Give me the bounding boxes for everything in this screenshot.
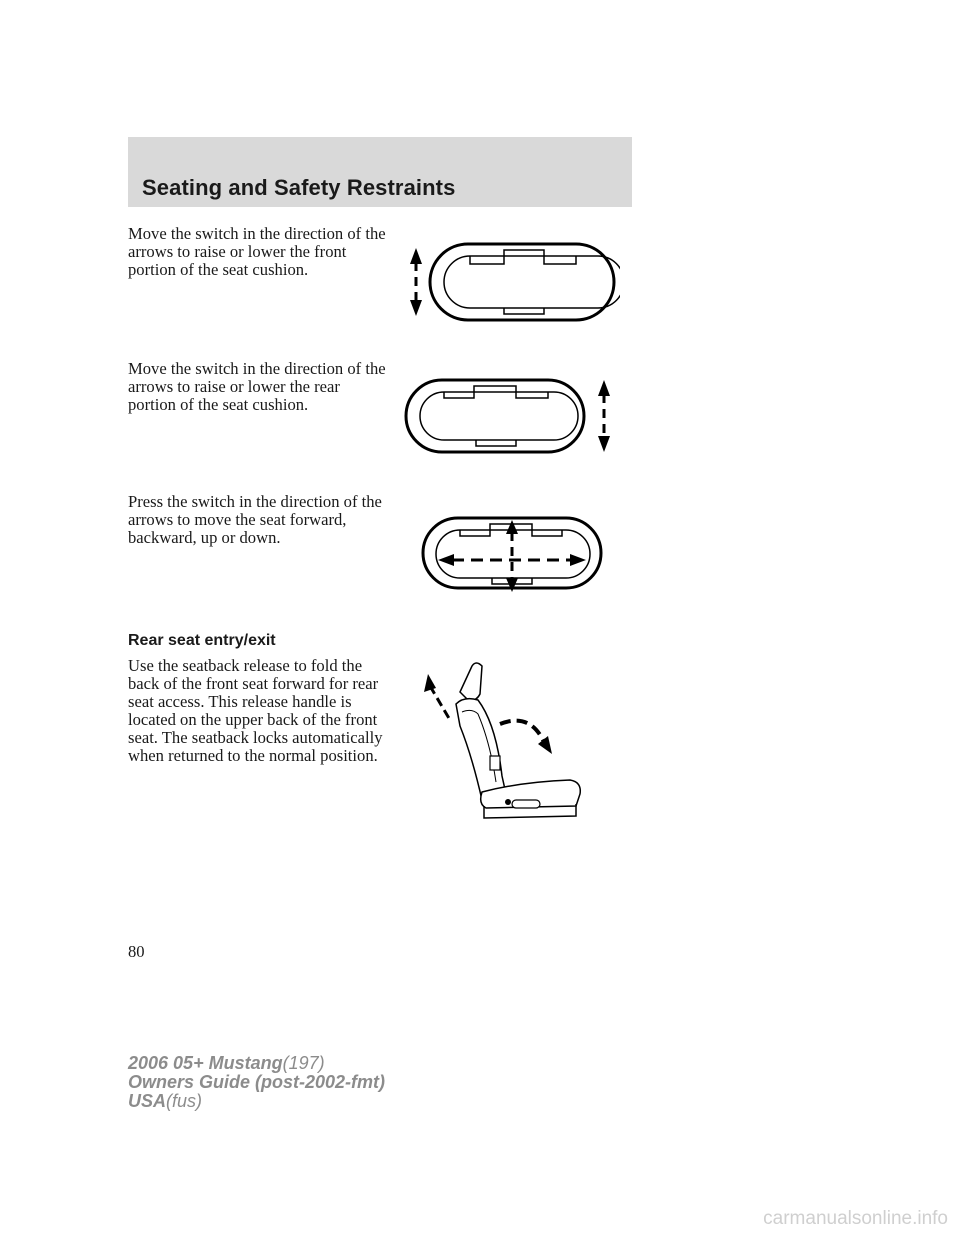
seatback-fold-icon <box>420 656 590 824</box>
paragraph-four-way: Press the switch in the direction of the arrows to move the seat forward, backward, up or down. <box>128 492 382 547</box>
footer-vehicle-code: (197) <box>282 1053 325 1073</box>
seat-switch-four-way-icon <box>420 514 606 594</box>
paragraph-rear-seat-entry: Use the seatback release to fold the back of the front seat forward for rear seat access. This release handle is located on the upper back of the front seat. The seatback locks automatically when returned to the normal position. <box>128 656 383 765</box>
document-footer <box>128 1054 385 1111</box>
page-number: 80 <box>128 942 145 961</box>
footer-market: USA <box>128 1091 167 1111</box>
footer-vehicle: 2006 05+ Mustang <box>128 1053 283 1073</box>
footer-guide: Owners Guide (post-2002-fmt) <box>128 1072 386 1092</box>
page-title: Seating and Safety Restraints <box>142 175 456 200</box>
paragraph-front-tilt: Move the switch in the direction of the arrows to raise or lower the front portion of the seat cushion. <box>128 224 386 279</box>
section-header-band <box>128 137 632 207</box>
footer-market-code: (fus) <box>166 1091 203 1111</box>
seat-switch-front-tilt-icon <box>404 238 620 326</box>
seat-switch-rear-tilt-icon <box>404 376 620 458</box>
rear-seat-heading: Rear seat entry/exit <box>128 632 276 649</box>
watermark: carmanualsonline.info <box>763 1208 948 1229</box>
paragraph-rear-tilt: Move the switch in the direction of the arrows to raise or lower the rear portion of the seat cushion. <box>128 359 386 414</box>
